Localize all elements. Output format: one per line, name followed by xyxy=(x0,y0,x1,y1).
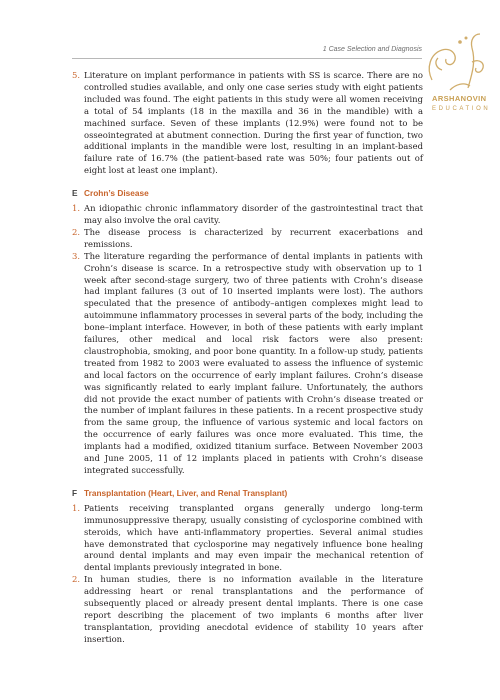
list-item-number: 2. xyxy=(72,226,81,237)
section-heading-transplantation xyxy=(72,488,423,500)
list-item xyxy=(72,203,423,227)
list-item-text: An idiopathic chronic inflammatory disorder of the gastrointestinal tract that may also involve the oral cavity. xyxy=(84,203,423,225)
ornament-icon xyxy=(410,28,500,98)
list-item-text: Literature on implant performance in patients with SS is scarce. There are no controlled studies available, and only one case series study with eight patients included was found. The eight patients in this study were all women receiving a total of 54 implants (18 in the maxilla and 36 in the mandible) with a machined surface. Seven of these implants (12.9%) were found not to be osseointegrated at abutment connection. During the first year of function, two additional implants in the mandible were lost, resulting in an implant-based failure rate of 16.7% (the patient-based rate was 50%; four patients out of eight lost at least one implant). xyxy=(84,70,423,176)
list-item xyxy=(72,574,423,645)
watermark-tagline: EDUCATION xyxy=(432,106,491,112)
section-title: Transplantation (Heart, Liver, and Renal Transplant) xyxy=(84,487,288,498)
list-item xyxy=(72,227,423,251)
section-heading-crohns xyxy=(72,188,423,200)
list-item xyxy=(72,70,423,177)
list-item-number: 1. xyxy=(72,203,81,214)
watermark-logo xyxy=(410,28,500,128)
running-head: 1 Case Selection and Diagnosis xyxy=(322,46,422,53)
list-item xyxy=(72,503,423,574)
list-item-text: Patients receiving transplanted organs generally undergo long-term immunosuppressive therapy, usually consisting of cyclosporine combined with steroids, which have anti-inflammatory properties. Several animal studies have demonstrated that cyclosporine may negatively influence bone healing around dental implants and may even impair the mechanical retention of dental implants previously integrated in bone. xyxy=(84,502,423,573)
list-item-number: 5. xyxy=(72,70,81,80)
section-letter: F xyxy=(72,487,78,498)
list-item-number: 1. xyxy=(72,502,81,513)
running-head-rule xyxy=(72,58,422,59)
list-item xyxy=(72,251,423,477)
page-body xyxy=(72,70,423,646)
list-item-number: 2. xyxy=(72,574,81,585)
list-item-text: The disease process is characterized by recurrent exacerbations and remissions. xyxy=(84,226,423,249)
list-item-text: In human studies, there is no information available in the literature addressing heart or renal transplantations and the performance of subsequently placed or already present dental implants. There is one case report describing the placement of two implants 6 months after liver transplantation, providing anecdotal evidence of stability 10 years after insertion. xyxy=(84,574,423,644)
watermark-brand: ARSHANOVIN xyxy=(432,94,487,103)
list-item-text: The literature regarding the performance of dental implants in patients with Crohn’s disease is scarce. In a retrospective study with observation up to 1 week after second-stage surgery, two of three patients with Crohn’s disease had implant failures (3 out of 10 inserted implants were lost). The authors speculated that the presence of antibody–antigen complexes might lead to autoimmune inflammatory processes in several parts of the body, including the bone–implant interface. However, in both of these patients with early implant failures, other medical and local risk factors were also present: claustrophobia, smoking, and poor bone quantity. In a follow-up study, patients treated from 1982 to 2003 were evaluated to assess the influence of systemic and local factors on the occurrence of early implant failures. Crohn’s disease was significantly related to early implant failure. Unfortunately, the authors did not provide the exact number of patients with Crohn’s disease treated or the number of implant failures in these patients. In a recent prospective study from the same group, the influence of various systemic and local factors on the occurrence of early failures was once more evaluated. This time, the implants had a modified, oxidized titanium surface. Between November 2003 and June 2005, 11 of 12 implants placed in patients with Crohn’s disease integrated successfully. xyxy=(84,250,423,475)
list-item-number: 3. xyxy=(72,250,81,261)
section-title: Crohn’s Disease xyxy=(84,188,149,199)
section-letter: E xyxy=(72,188,78,199)
